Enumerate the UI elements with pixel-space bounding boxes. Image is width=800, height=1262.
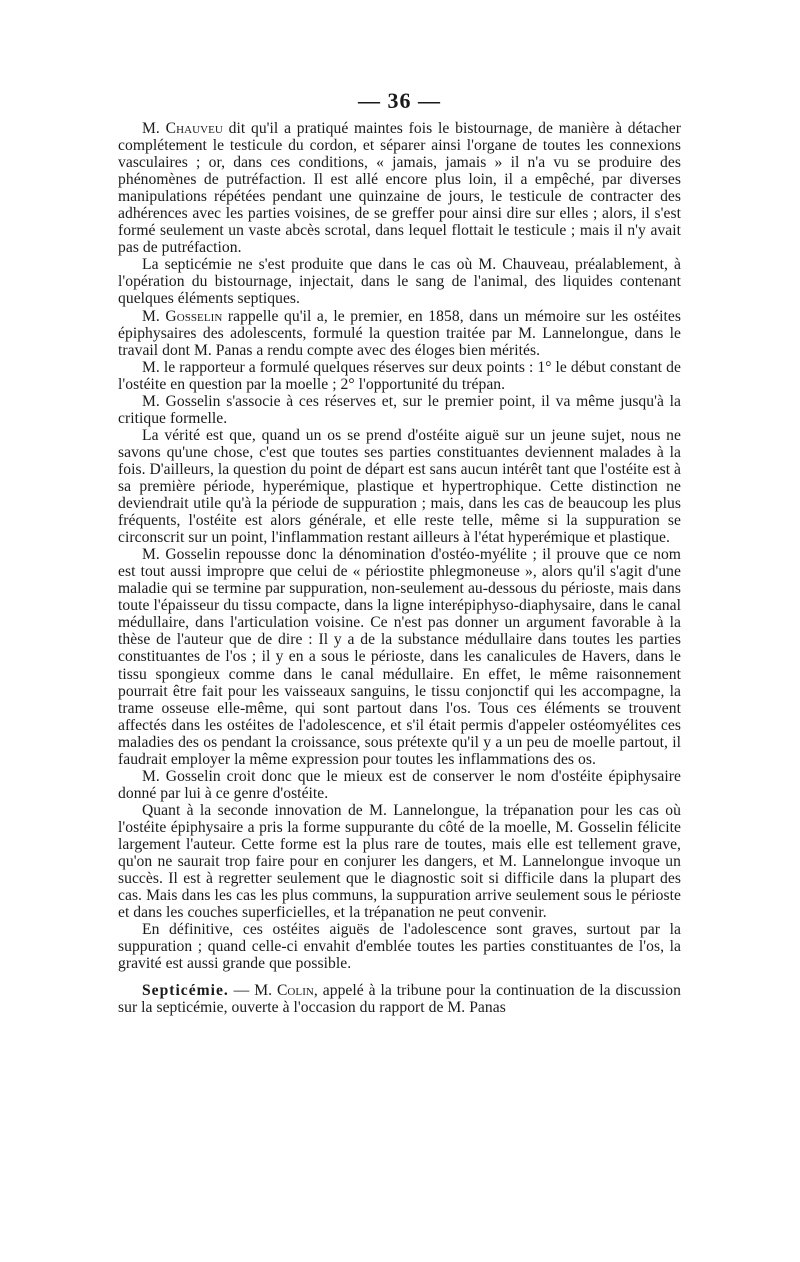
paragraph-conserver: M. Gosselin croit donc que le mieux est de conserver le nom d'ostéite épiphysaire donné par lui à ce genre d'ostéite. <box>118 767 681 802</box>
paragraph-verite: La vérité est que, quand un os se prend d'ostéite aiguë sur un jeune sujet, nous ne savons qu'une chose, c'est que toutes ses parties constituantes deviennent malades à la fois. D'ailleurs, la question du point de départ est sans aucun intérêt tant que l'ostéite est à sa première période, hyperémique, plastique et hypertrophique. Cette distinction ne deviendrait utile qu'à la période de suppuration ; mais, dans les cas de beaucoup les plus fréquents, l'ostéite est alors générale, et elle reste telle, même si la suppuration se circonscrit sur un point, l'inflammation restant ailleurs à l'état hyperémique et plastique. <box>118 426 681 547</box>
section-heading: Septicémie. <box>142 982 229 1000</box>
author-name: Gosselin <box>165 307 223 325</box>
lead-text: M. <box>142 120 166 137</box>
author-name: Chauveu <box>165 120 223 137</box>
author-name: Colin <box>276 982 314 1000</box>
paragraph-reserves: M. Gosselin s'associe à ces réserves et, sur le premier point, il va même jusqu'à la critique formelle. <box>118 392 681 427</box>
paragraph-text: , appelé à la tribune pour la continuation de la discussion sur la septicémie, ouverte à l'occasion du rapport de M. Panas <box>118 982 681 1017</box>
paragraph-chauveau <box>118 120 681 256</box>
page-number: — 36 — <box>358 88 441 113</box>
paragraph-trepanation: Quant à la seconde innovation de M. Lannelongue, la trépanation pour les cas où l'ostéite épiphysaire a pris la forme suppurante du côté de la moelle, M. Gosselin félicite largement l'auteur. Cette forme est la plus rare de toutes, mais elle est tellement grave, qu'on ne saurait trop faire pour en conjurer les dangers, et M. Lannelongue invoque un succès. Il est à regretter seulement que le diagnostic soit si difficile dans la plupart des cas. Mais dans les cas les plus communs, la suppuration arrive seulement sous le périoste et dans les couches superficielles, et la trépanation ne peut convenir. <box>118 801 681 922</box>
body-text <box>118 120 681 1016</box>
section-spacer <box>118 972 681 982</box>
lead-text: M. <box>142 307 166 325</box>
paragraph-definitive: En définitive, ces ostéites aiguës de l'adolescence sont graves, surtout par la suppuration ; quand celle-ci envahit d'emblée toutes les parties constituantes de l'os, la gravité est aussi grande que possible. <box>118 921 681 973</box>
paragraph-denomination: M. Gosselin repousse donc la dénomination d'ostéo-myélite ; il prouve que ce nom est tout aussi impropre que celui de « périostite phlegmoneuse », alors qu'il s'agit d'une maladie qui se termine par suppuration, non-seulement au-dessous du périoste, mais dans toute l'épaisseur du tissu compacte, dans la ligne interépiphyso-diaphysaire, dans le canal médullaire, dans l'articulation voisine. Ce n'est pas donner un argument favorable à la thèse de l'auteur que de dire : Il y a de la substance médullaire dans toutes les parties constituantes de l'os ; il y en a sous le périoste, dans les canalicules de Havers, dans le tissu spongieux comme dans le canal médullaire. En effet, le même raisonnement pourrait être fait pour les vaisseaux sanguins, le tissu conjonctif qui les accompagne, la trame osseuse elle-même, qui sont partout dans l'os. Tous ces éléments se trouvent affectés dans les ostéites de l'adolescence, et s'il était permis d'appeler ostéomyélites ces maladies des os pendant la croissance, sous prétexte qu'il y a un peu de moelle partout, il faudrait employer la même expression pour toutes les inflammations des os. <box>118 546 681 768</box>
paragraph-text: dit qu'il a pratiqué maintes fois le bistournage, de manière à détacher complétement le testicule du cordon, et séparer ainsi l'organe de toutes les connexions vasculaires ; or, dans ces conditions, « jamais, jamais » il n'a vu se produire des phénomènes de putréfaction. Il est allé encore plus loin, il a empêché, par diverses manipulations répétées pendant une quinzaine de jours, le testicule de contracter des adhérences avec les parties voisines, de se greffer pour ainsi dire sur elles ; alors, il s'est formé seulement un vaste abcès scrotal, dans lequel flottait le testicule ; mais il n'y avait pas de putréfaction. <box>118 120 682 257</box>
paragraph-septicemie-section <box>118 982 681 1016</box>
paragraph-rapporteur: M. le rapporteur a formulé quelques réserves sur deux points : 1° le début constant de l'ostéite en question par la moelle ; 2° l'opportunité du trépan. <box>118 358 681 393</box>
paragraph-text: rappelle qu'il a, le premier, en 1858, dans un mémoire sur les ostéites épiphysaires des adolescents, formulé la question traitée par M. Lannelongue, dans le travail dont M. Panas a rendu compte avec des éloges bien mérités. <box>118 307 682 359</box>
document-page <box>118 88 681 1016</box>
paragraph-gosselin <box>118 308 681 359</box>
paragraph-septicemie: La septicémie ne s'est produite que dans le cas où M. Chauveau, préalablement, à l'opération du bistournage, injectait, dans le sang de l'animal, des liquides contenant quelques éléments septiques. <box>118 256 681 308</box>
lead-text: — M. <box>228 982 277 1000</box>
